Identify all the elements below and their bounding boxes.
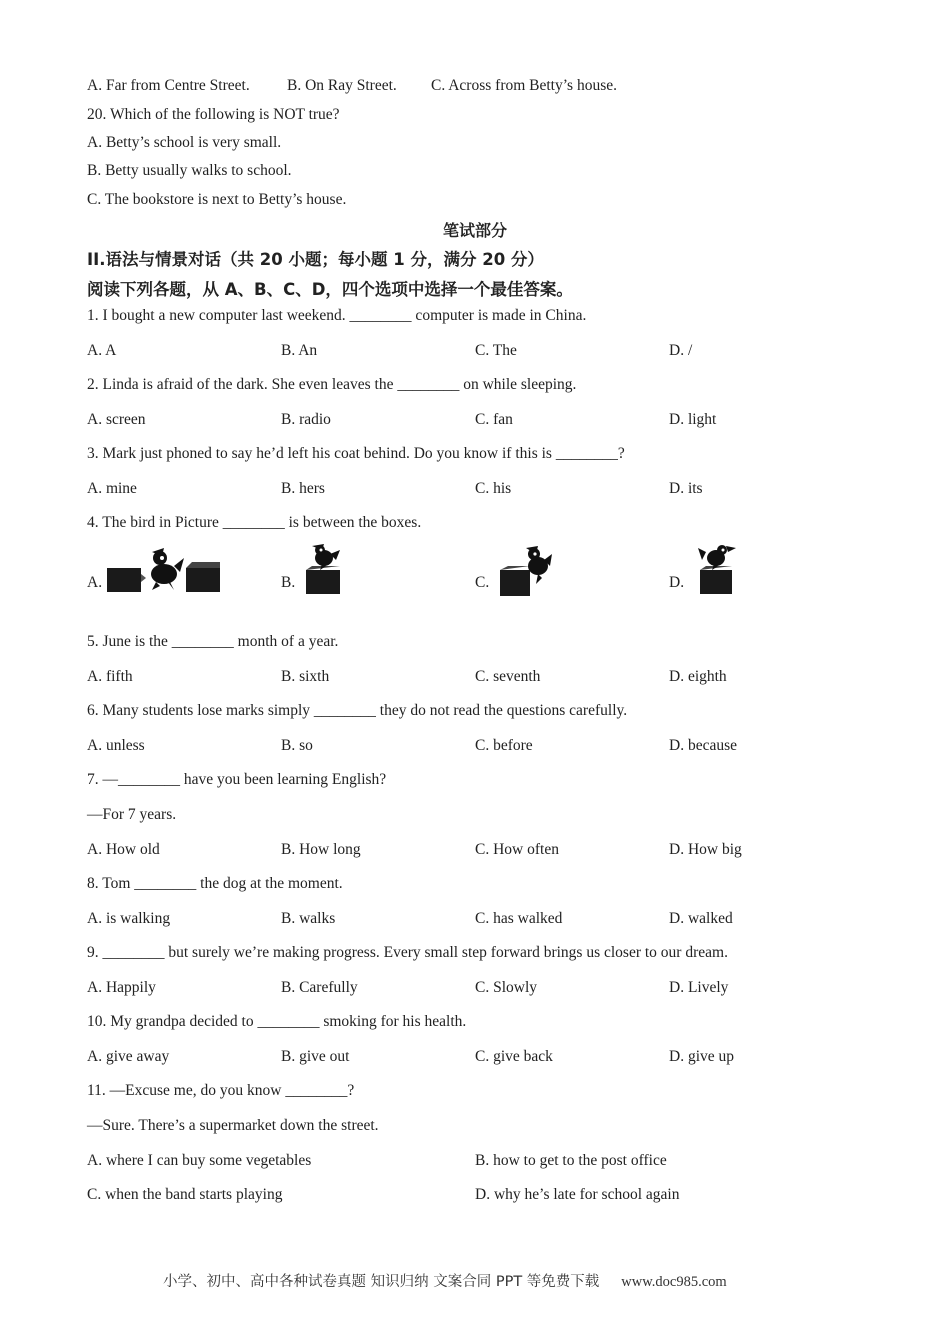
q19-option-c: C. Across from Betty’s house. bbox=[431, 77, 617, 94]
bird-icon bbox=[698, 545, 736, 570]
q2-option-d: D. light bbox=[669, 411, 717, 428]
q8-option-c: C. has walked bbox=[475, 910, 563, 927]
q8-stem: 8. Tom ________ the dog at the moment. bbox=[87, 875, 343, 892]
q9-option-c: C. Slowly bbox=[475, 979, 538, 996]
q11-option-c: C. when the band starts playing bbox=[87, 1186, 283, 1203]
section-title: 笔试部分 bbox=[442, 221, 507, 240]
part-heading: II.语法与情景对话（共 20 小题；每小题 1 分，满分 20 分） bbox=[87, 250, 544, 269]
q5-option-d: D. eighth bbox=[669, 668, 727, 685]
q5-option-c: C. seventh bbox=[475, 668, 541, 685]
q3-option-c: C. his bbox=[475, 480, 512, 497]
q4-option-c: C. bbox=[475, 574, 490, 591]
q20-stem: 20. Which of the following is NOT true? bbox=[87, 106, 340, 123]
picture-a-bird-between-boxes bbox=[104, 546, 222, 598]
q6-stem: 6. Many students lose marks simply ________ they do not read the questions carefully. bbox=[87, 702, 628, 719]
q9-option-a: A. Happily bbox=[87, 979, 156, 996]
picture-b-bird-on-box bbox=[302, 544, 348, 598]
q9-option-b: B. Carefully bbox=[281, 979, 358, 996]
q11-stem: 11. —Excuse me, do you know ________? bbox=[87, 1082, 355, 1099]
q19-option-a: A. Far from Centre Street. bbox=[87, 77, 250, 94]
q5-option-a: A. fifth bbox=[87, 668, 133, 685]
q3-option-d: D. its bbox=[669, 480, 703, 497]
q8-option-a: A. is walking bbox=[87, 910, 171, 927]
q5-option-b: B. sixth bbox=[281, 668, 330, 685]
q6-option-d: D. because bbox=[669, 737, 737, 754]
q20-option-c: C. The bookstore is next to Betty’s house. bbox=[87, 191, 347, 208]
q9-option-d: D. Lively bbox=[669, 979, 729, 996]
q3-option-b: B. hers bbox=[281, 480, 325, 497]
q7-stem: 7. —________ have you been learning English? bbox=[87, 771, 387, 788]
q4-stem: 4. The bird in Picture ________ is between the boxes. bbox=[87, 514, 422, 531]
q2-option-b: B. radio bbox=[281, 411, 331, 428]
box-icon bbox=[306, 570, 340, 594]
q4-option-d: D. bbox=[669, 574, 685, 591]
q19-option-b: B. On Ray Street. bbox=[287, 77, 397, 94]
q11-option-b: B. how to get to the post office bbox=[475, 1152, 667, 1169]
picture-c-bird-beside-box bbox=[496, 544, 556, 600]
q2-option-c: C. fan bbox=[475, 411, 513, 428]
q10-option-c: C. give back bbox=[475, 1048, 553, 1065]
q8-option-b: B. walks bbox=[281, 910, 336, 927]
q5-stem: 5. June is the ________ month of a year. bbox=[87, 633, 339, 650]
box-icon bbox=[500, 570, 530, 596]
q11-reply: —Sure. There’s a supermarket down the street. bbox=[87, 1117, 379, 1134]
instruction: 阅读下列各题，从 A、B、C、D，四个选项中选择一个最佳答案。 bbox=[87, 280, 573, 299]
q4-option-b: B. bbox=[281, 574, 296, 591]
footer-url-link[interactable]: www.doc985.com bbox=[621, 1274, 727, 1290]
q10-option-a: A. give away bbox=[87, 1048, 170, 1065]
q6-option-a: A. unless bbox=[87, 737, 145, 754]
q1-option-b: B. An bbox=[281, 342, 318, 359]
q6-option-b: B. so bbox=[281, 737, 313, 754]
q20-option-a: A. Betty’s school is very small. bbox=[87, 134, 282, 151]
q7-option-c: C. How often bbox=[475, 841, 559, 858]
q7-option-d: D. How big bbox=[669, 841, 742, 858]
q10-stem: 10. My grandpa decided to ________ smoking for his health. bbox=[87, 1013, 467, 1030]
q1-option-d: D. / bbox=[669, 342, 693, 359]
q1-option-c: C. The bbox=[475, 342, 517, 359]
picture-d-bird-on-box bbox=[694, 544, 738, 598]
box-icon bbox=[107, 568, 141, 592]
q9-stem: 9. ________ but surely we’re making progress. Every small step forward brings us closer to our dream. bbox=[87, 944, 728, 961]
q3-stem: 3. Mark just phoned to say he’d left his coat behind. Do you know if this is ________? bbox=[87, 445, 625, 462]
q11-option-d: D. why he’s late for school again bbox=[475, 1186, 680, 1203]
q6-option-c: C. before bbox=[475, 737, 533, 754]
q7-option-b: B. How long bbox=[281, 841, 361, 858]
q2-stem: 2. Linda is afraid of the dark. She even leaves the ________ on while sleeping. bbox=[87, 376, 577, 393]
q1-option-a: A. A bbox=[87, 342, 117, 359]
q4-option-a: A. bbox=[87, 574, 103, 591]
box-icon bbox=[700, 570, 732, 594]
q7-reply: —For 7 years. bbox=[87, 806, 177, 823]
q2-option-a: A. screen bbox=[87, 411, 146, 428]
footer-text: 小学、初中、高中各种试卷真题 知识归纳 文案合同 PPT 等免费下载 bbox=[163, 1274, 600, 1290]
bird-icon bbox=[151, 548, 184, 590]
q7-option-a: A. How old bbox=[87, 841, 160, 858]
q1-stem: 1. I bought a new computer last weekend. ________ computer is made in China. bbox=[87, 307, 587, 324]
box-icon bbox=[186, 568, 220, 592]
q3-option-a: A. mine bbox=[87, 480, 137, 497]
q10-option-b: B. give out bbox=[281, 1048, 350, 1065]
q8-option-d: D. walked bbox=[669, 910, 733, 927]
page-footer bbox=[163, 1270, 727, 1291]
q11-option-a: A. where I can buy some vegetables bbox=[87, 1152, 312, 1169]
q10-option-d: D. give up bbox=[669, 1048, 735, 1065]
q20-option-b: B. Betty usually walks to school. bbox=[87, 162, 292, 179]
